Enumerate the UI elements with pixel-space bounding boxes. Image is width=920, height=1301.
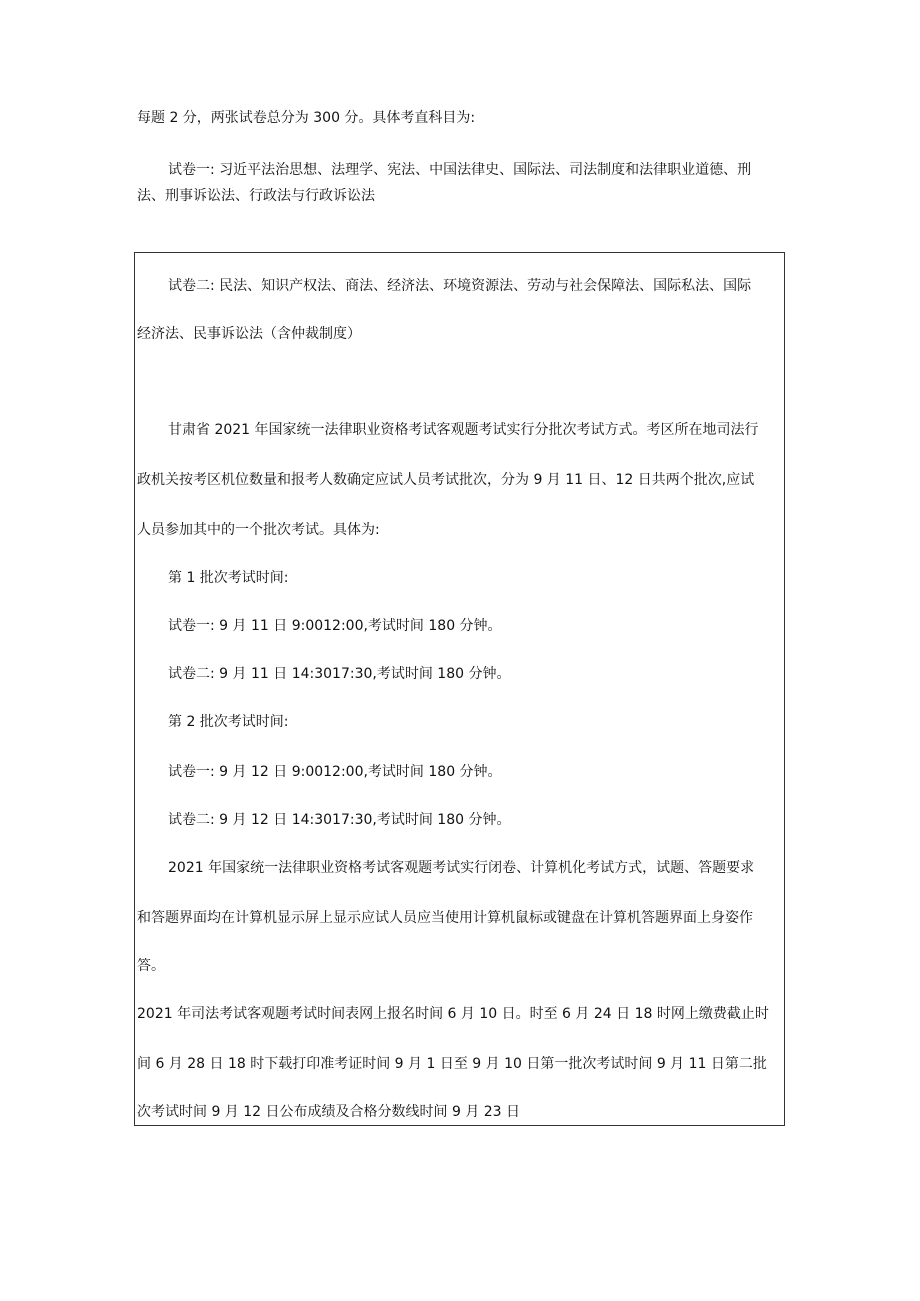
batch2-paper1: 试卷一: 9 月 12 日 9:0012:00,考试时间 180 分钟。 — [168, 764, 502, 780]
closed-exam-line3: 答。 — [137, 958, 165, 974]
scoring-text: 每题 2 分，两张试卷总分为 300 分。具体考直科目为: — [137, 110, 476, 126]
gansu-line3: 人员参加其中的一个批次考试。具体为: — [137, 522, 380, 538]
gansu-line2: 政机关按考区机位数量和报考人数确定应试人员考试批次，分为 9 月 11 日、12 日共两个批次,应试 — [137, 472, 755, 488]
content-box — [134, 252, 785, 1126]
schedule-line2: 间 6 月 28 日 18 时下载打印准考证时间 9 月 1 日至 9 月 10 日第一批次考试时间 9 月 11 日第二批 — [137, 1056, 767, 1072]
paper2-subjects-line1: 试卷二: 民法、知识产权法、商法、经济法、环境资源法、劳动与社会保障法、国际私法、国际 — [168, 278, 752, 294]
gansu-line1: 甘肃省 2021 年国家统一法律职业资格考试客观题考试实行分批次考试方式。考区所在地司法行 — [168, 422, 759, 438]
batch1-paper2: 试卷二: 9 月 11 日 14:3017:30,考试时间 180 分钟。 — [168, 666, 511, 682]
batch1-paper1: 试卷一: 9 月 11 日 9:0012:00,考试时间 180 分钟。 — [168, 618, 502, 634]
schedule-line3: 次考试时间 9 月 12 日公布成绩及合格分数线时间 9 月 23 日 — [137, 1104, 521, 1120]
paper2-subjects-line2: 经济法、民事诉讼法（含仲裁制度） — [137, 326, 361, 342]
batch2-title: 第 2 批次考试时间: — [168, 714, 289, 730]
closed-exam-line2: 和答题界面均在计算机显示屏上显示应试人员应当使用计算机鼠标或键盘在计算机答题界面上身姿作 — [137, 910, 753, 926]
batch1-title: 第 1 批次考试时间: — [168, 570, 289, 586]
batch2-paper2: 试卷二: 9 月 12 日 14:3017:30,考试时间 180 分钟。 — [168, 812, 511, 828]
schedule-line1: 2021 年司法考试客观题考试时间表网上报名时间 6 月 10 日。时至 6 月 24 日 18 时网上缴费截止时 — [137, 1006, 769, 1022]
closed-exam-line1: 2021 年国家统一法律职业资格考试客观题考试实行闭卷、计算机化考试方式，试题、答题要求 — [168, 860, 755, 876]
paper1-subjects-line2: 法、刑事诉讼法、行政法与行政诉讼法 — [137, 188, 375, 204]
paper1-subjects-line1: 试卷一: 习近平法治思想、法理学、宪法、中国法律史、国际法、司法制度和法律职业道德、刑 — [168, 162, 752, 178]
